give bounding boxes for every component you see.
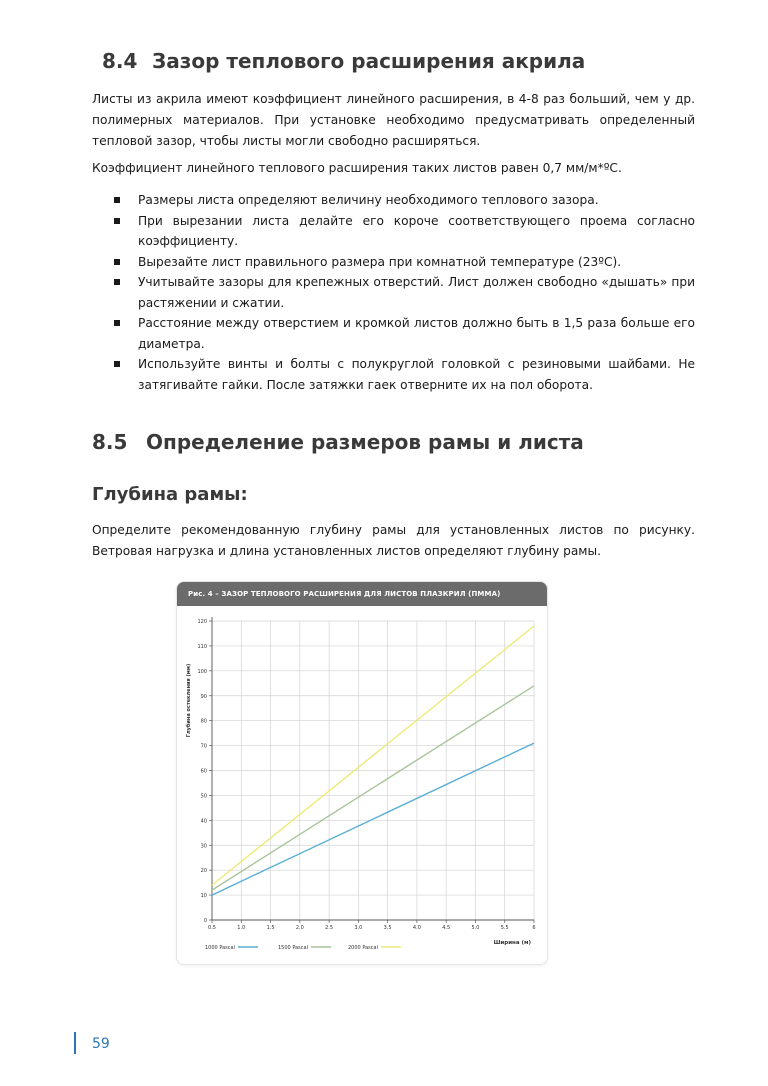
x-tick-label: 2.0 <box>295 925 304 931</box>
bullet-icon <box>114 197 120 203</box>
y-tick-label: 120 <box>197 619 207 625</box>
list-item: При вырезании листа делайте его короче соответствующего проема согласно коэффициенту. <box>112 211 695 252</box>
section-title: Зазор теплового расширения акрила <box>152 49 586 73</box>
figure-chart <box>177 582 547 964</box>
x-tick-label: 1.0 <box>237 925 246 931</box>
series-line <box>212 626 534 885</box>
x-axis-label: Ширина (м) <box>493 940 531 946</box>
y-tick-label: 0 <box>203 918 207 924</box>
y-tick-label: 10 <box>200 893 207 900</box>
x-tick-label: 5.5 <box>500 925 509 931</box>
x-tick-label: 3.0 <box>354 925 363 931</box>
section-number: 8.5 <box>92 430 128 454</box>
bullet-icon <box>114 361 120 367</box>
legend-label: 1000 Pascal <box>205 945 235 951</box>
x-tick-label: 1.5 <box>266 925 275 931</box>
y-axis-label: Глубина остекления (мм) <box>186 663 192 738</box>
legend-label: 2000 Pascal <box>348 945 378 951</box>
recommendations-list <box>112 190 695 395</box>
list-item: Учитывайте зазоры для крепежных отверстий. Лист должен свободно «дышать» при растяжении и сжатии. <box>112 272 695 313</box>
footer-accent-bar <box>74 1032 76 1054</box>
paragraph-expansion-intro: Листы из акрила имеют коэффициент линейного расширения, в 4-8 раз больший, чем у др. полимерных материалов. При установке необходимо предусматривать определенный тепловой зазор, чтобы листы могли свободно расширяться. <box>92 92 695 148</box>
y-tick-label: 30 <box>200 843 207 850</box>
x-tick-label: 5.0 <box>471 925 480 931</box>
bullet-icon <box>114 259 120 265</box>
section-heading-8-5 <box>92 430 584 454</box>
legend-label: 1500 Pascal <box>278 945 308 951</box>
subsection-heading: Глубина рамы: <box>92 484 248 505</box>
paragraph-coefficient: Коэффициент линейного теплового расширения таких листов равен 0,7 мм/м*ºС. <box>92 161 622 175</box>
chart-plot <box>177 606 547 964</box>
chart-title: Рис. 4 – ЗАЗОР ТЕПЛОВОГО РАСШИРЕНИЯ ДЛЯ ЛИСТОВ ПЛАЗКРИЛ (ПММА) <box>177 582 547 606</box>
y-tick-label: 20 <box>200 868 207 875</box>
series-line <box>212 686 534 890</box>
list-item: Используйте винты и болты с полукруглой головкой с резиновыми шайбами. Не затягивайте гайки. После затяжки гаек отверните их на пол оборота. <box>112 354 695 395</box>
x-tick-label: 2.5 <box>325 925 334 931</box>
x-tick-label: 0.5 <box>208 925 216 931</box>
section-number: 8.4 <box>102 49 138 73</box>
bullet-icon <box>114 279 120 285</box>
list-item: Размеры листа определяют величину необходимого теплового зазора. <box>112 190 695 211</box>
x-tick-label: 6 <box>532 925 536 931</box>
list-item: Вырезайте лист правильного размера при комнатной температуре (23ºС). <box>112 252 695 273</box>
list-item: Расстояние между отверстием и кромкой листов должно быть в 1,5 раза больше его диаметра. <box>112 313 695 354</box>
section-heading-8-4 <box>102 49 585 73</box>
section-title: Определение размеров рамы и листа <box>146 430 584 454</box>
y-tick-label: 70 <box>200 743 207 750</box>
bullet-icon <box>114 320 120 326</box>
page-number: 59 <box>92 1036 110 1052</box>
x-tick-label: 4.5 <box>442 925 451 931</box>
y-tick-label: 110 <box>197 643 207 650</box>
y-tick-label: 50 <box>200 793 207 800</box>
series-line <box>212 743 534 895</box>
y-tick-label: 90 <box>200 693 207 700</box>
x-tick-label: 4.0 <box>412 925 421 931</box>
y-tick-label: 60 <box>200 768 207 775</box>
y-tick-label: 40 <box>200 818 207 825</box>
paragraph-frame-depth: Определите рекомендованную глубину рамы для установленных листов по рисунку. Ветровая нагрузка и длина установленных листов определяют глубину рамы. <box>92 523 695 558</box>
x-tick-label: 3.5 <box>383 925 392 931</box>
y-tick-label: 100 <box>197 668 207 675</box>
bullet-icon <box>114 218 120 224</box>
y-tick-label: 80 <box>200 718 207 725</box>
